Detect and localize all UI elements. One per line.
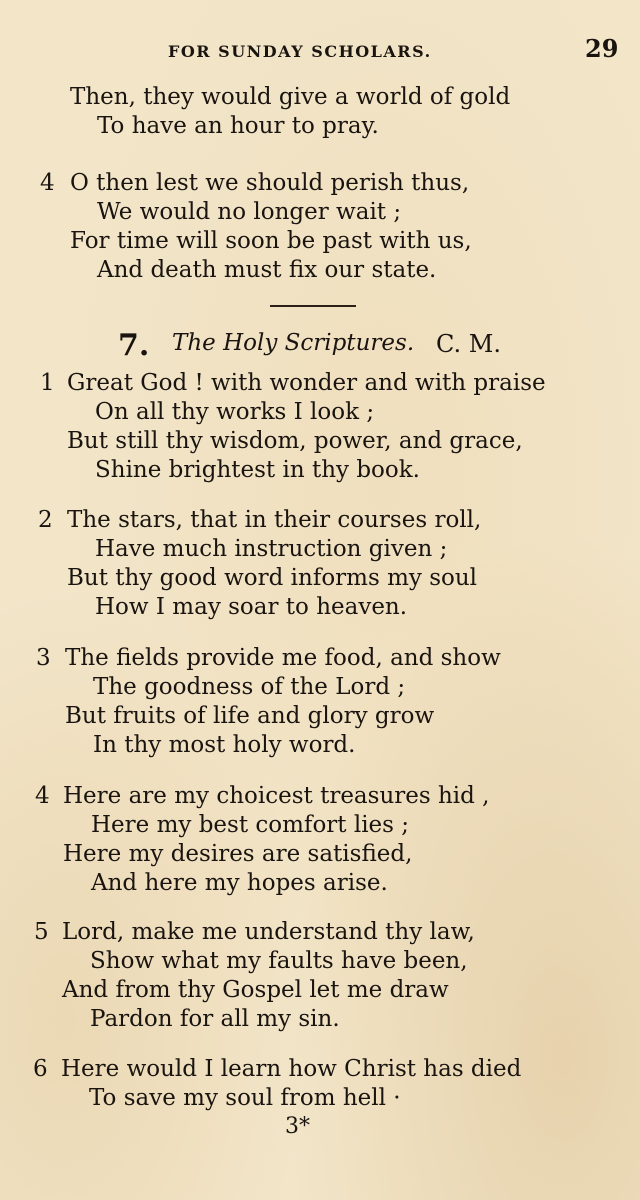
- verse-line: In thy most holy word.: [93, 732, 356, 758]
- verse-line: Have much instruction given ;: [95, 536, 448, 562]
- stanza-number: 2: [38, 507, 53, 533]
- verse-line: Pardon for all my sin.: [90, 1006, 340, 1032]
- hymn-number: 7.: [118, 328, 150, 363]
- verse-line: How I may soar to heaven.: [95, 594, 408, 620]
- verse-line: And from thy Gospel let me draw: [62, 977, 449, 1003]
- verse-line: The goodness of the Lord ;: [93, 674, 406, 700]
- verse-line: Here my desires are satisfied,: [63, 841, 413, 867]
- stanza-number: 3: [36, 645, 51, 671]
- verse-line: And death must fix our state.: [97, 257, 437, 283]
- verse-line: But thy good word informs my soul: [67, 565, 478, 591]
- verse-line: Great God ! with wonder and with praise: [67, 370, 546, 396]
- verse-line: Shine brightest in thy book.: [95, 457, 420, 483]
- verse-line: For time will soon be past with us,: [70, 228, 472, 254]
- verse-line: Then, they would give a world of gold: [70, 84, 511, 110]
- verse-line: The fields provide me food, and show: [65, 645, 501, 671]
- stanza-number: 4: [35, 783, 50, 809]
- verse-line: But fruits of life and glory grow: [65, 703, 435, 729]
- verse-line: Here my best comfort lies ;: [91, 812, 410, 838]
- stanza-number: 5: [34, 919, 49, 945]
- verse-line: To save my soul from hell ·: [89, 1085, 401, 1111]
- verse-line: On all thy works I look ;: [95, 399, 375, 425]
- verse-line: Show what my faults have been,: [90, 948, 468, 974]
- verse-line: And here my hopes arise.: [91, 870, 388, 896]
- running-head: FOR SUNDAY SCHOLARS.: [168, 42, 432, 61]
- verse-line: O then lest we should perish thus,: [70, 170, 470, 196]
- verse-line: We would no longer wait ;: [97, 199, 402, 225]
- section-divider: [270, 305, 356, 307]
- page-number: 29: [585, 34, 619, 63]
- verse-line: But still thy wisdom, power, and grace,: [67, 428, 523, 454]
- stanza-number: 1: [40, 370, 55, 396]
- hymn-title: The Holy Scriptures.: [172, 330, 415, 356]
- verse-line: The stars, that in their courses roll,: [67, 507, 482, 533]
- stanza-number: 6: [33, 1056, 48, 1082]
- stanza-number: 4: [40, 170, 55, 196]
- verse-line: Here would I learn how Christ has died: [61, 1056, 522, 1082]
- signature-mark: 3*: [285, 1114, 310, 1139]
- hymn-meter: C. M.: [436, 330, 501, 358]
- verse-line: Here are my choicest treasures hid ,: [63, 783, 490, 809]
- verse-line: To have an hour to pray.: [97, 113, 379, 139]
- verse-line: Lord, make me understand thy law,: [62, 919, 475, 945]
